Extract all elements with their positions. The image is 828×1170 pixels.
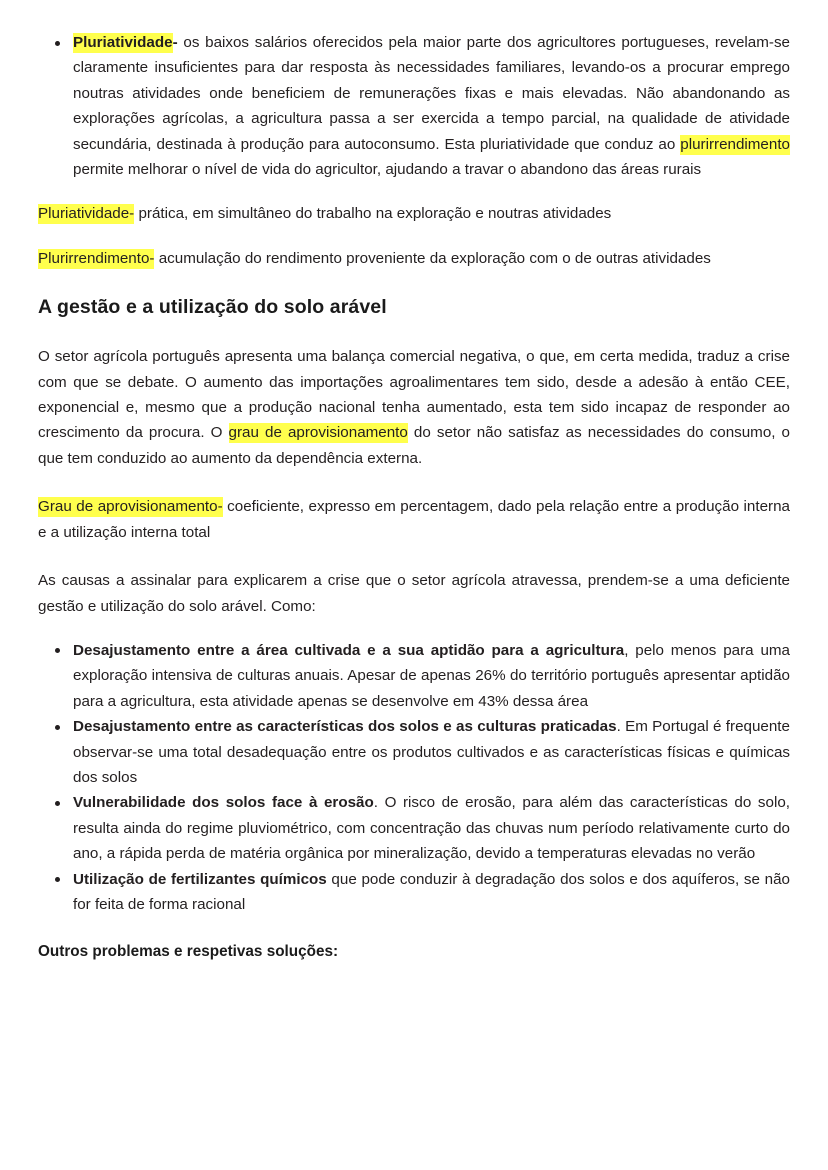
spacer xyxy=(38,917,790,940)
cause-body-1: , pelo menos para uma exploração intensiva de culturas anuais. Apesar de apenas 26% do território português apresentar aptidão para a agricultura, esta atividade apenas se desenvolve em 43% dessa área xyxy=(73,641,790,710)
cause-body-4: que pode conduzir à degradação dos solos e dos aquíferos, se não for feita de forma racional xyxy=(73,870,790,913)
paragraph-sector-agricola xyxy=(38,344,790,471)
definition-term-plurirrendimento: Plurirrendimento- xyxy=(38,249,155,267)
cause-body-2: . Em Portugal é frequente observar-se uma total desadequação entre os produtos cultivados e as características físicas e químicas dos solos xyxy=(73,718,790,786)
definition-term-pluriatividade: Pluriatividade- xyxy=(38,205,135,223)
list-item-desajustamento-caracteristicas xyxy=(38,714,790,790)
cause-term-1: Desajustamento entre a área cultivada e a sua aptidão para a agricultura xyxy=(73,641,625,659)
definition-term-grau-aprovisionamento: Grau de aprovisionamento- xyxy=(38,498,223,516)
spacer xyxy=(38,545,790,568)
cause-term-4: Utilização de fertilizantes químicos xyxy=(73,870,327,888)
list-item-fertilizantes-quimicos xyxy=(38,867,790,918)
list-item-desajustamento-area xyxy=(38,638,790,714)
definition-body-grau-aprovisionamento: coeficiente, expresso em percentagem, dado pela relação entre a produção interna e a utilização interna total xyxy=(38,498,790,541)
cause-term-3: Vulnerabilidade dos solos face à erosão xyxy=(73,794,374,812)
spacer xyxy=(38,227,790,246)
paragraph-causas-intro: As causas a assinalar para explicarem a crise que o setor agrícola atravessa, prendem-se a uma deficiente gestão e utilização do solo arável. Como: xyxy=(38,572,790,615)
cause-term-2: Desajustamento entre as características dos solos e as culturas praticadas xyxy=(73,718,617,736)
intro-bullet-body-tail: permite melhorar o nível de vida do agricultor, ajudando a travar o abandono das áreas rurais xyxy=(73,161,702,179)
highlighted-term-plurirrendimento: plurirrendimento xyxy=(680,135,790,153)
list-item-pluriatividade xyxy=(38,30,790,182)
highlighted-term-pluriatividade: Pluriatividade xyxy=(73,34,173,51)
definition-plurirrendimento xyxy=(38,246,790,271)
spacer xyxy=(38,321,790,344)
sector-paragraph-part2: do setor não satisfaz as necessidades do consumo, o que tem conduzido ao aumento da dependência externa. xyxy=(38,424,791,467)
cause-body-3: . O risco de erosão, para além das características do solo, resulta ainda do regime pluviométrico, com concentração das chuvas num período relativamente curto do ano, a rápida perda de matéria orgânica por mineralização, devido a temperaturas elevadas no verão xyxy=(73,794,790,863)
intro-bullet-body: os baixos salários oferecidos pela maior parte dos agricultores portugueses, revelam-se claramente insuficientes para dar resposta às necessidades familiares, levando-os a procurar emprego noutras atividades onde beneficiem de remunerações fixas e mais elevadas. Não abandonando as explorações agrícolas, a agricultura passa a ser exercida a tempo parcial, na qualidade de atividade secundária, destinada à produção para autoconsumo. Esta pluriatividade que conduz ao xyxy=(73,34,790,153)
spacer xyxy=(38,182,790,201)
spacer xyxy=(38,271,790,294)
definition-pluriatividade xyxy=(38,201,790,226)
definition-grau-aprovisionamento xyxy=(38,494,790,545)
term-suffix-dash: - xyxy=(172,34,178,51)
page-title: A gestão e a utilização do solo arável xyxy=(38,296,387,319)
list-item-vulnerabilidade-erosao xyxy=(38,790,790,866)
definition-body-plurirrendimento: acumulação do rendimento proveniente da exploração com o de outras atividades xyxy=(154,249,711,267)
causes-bullet-list xyxy=(38,638,790,917)
spacer xyxy=(38,619,790,638)
intro-bullet-list xyxy=(38,30,790,182)
spacer xyxy=(38,471,790,494)
document-body xyxy=(38,30,790,964)
definition-body-pluriatividade: prática, em simultâneo do trabalho na exploração e noutras atividades xyxy=(134,205,612,223)
highlighted-term-grau-aprovisionamento: grau de aprovisionamento xyxy=(228,424,408,442)
sector-paragraph-part1: O setor agrícola português apresenta uma balança comercial negativa, o que, em certa medida, traduz a crise com que se debate. O aumento das importações agroalimentares tem sido, desde a adesão à então CEE, exponencial e, mesmo que a produção nacional tenha aumentado, esta tem sido incapaz de responder ao crescimento da procura. O xyxy=(38,348,790,442)
closing-subheading: Outros problemas e respetivas soluções: xyxy=(38,943,339,961)
